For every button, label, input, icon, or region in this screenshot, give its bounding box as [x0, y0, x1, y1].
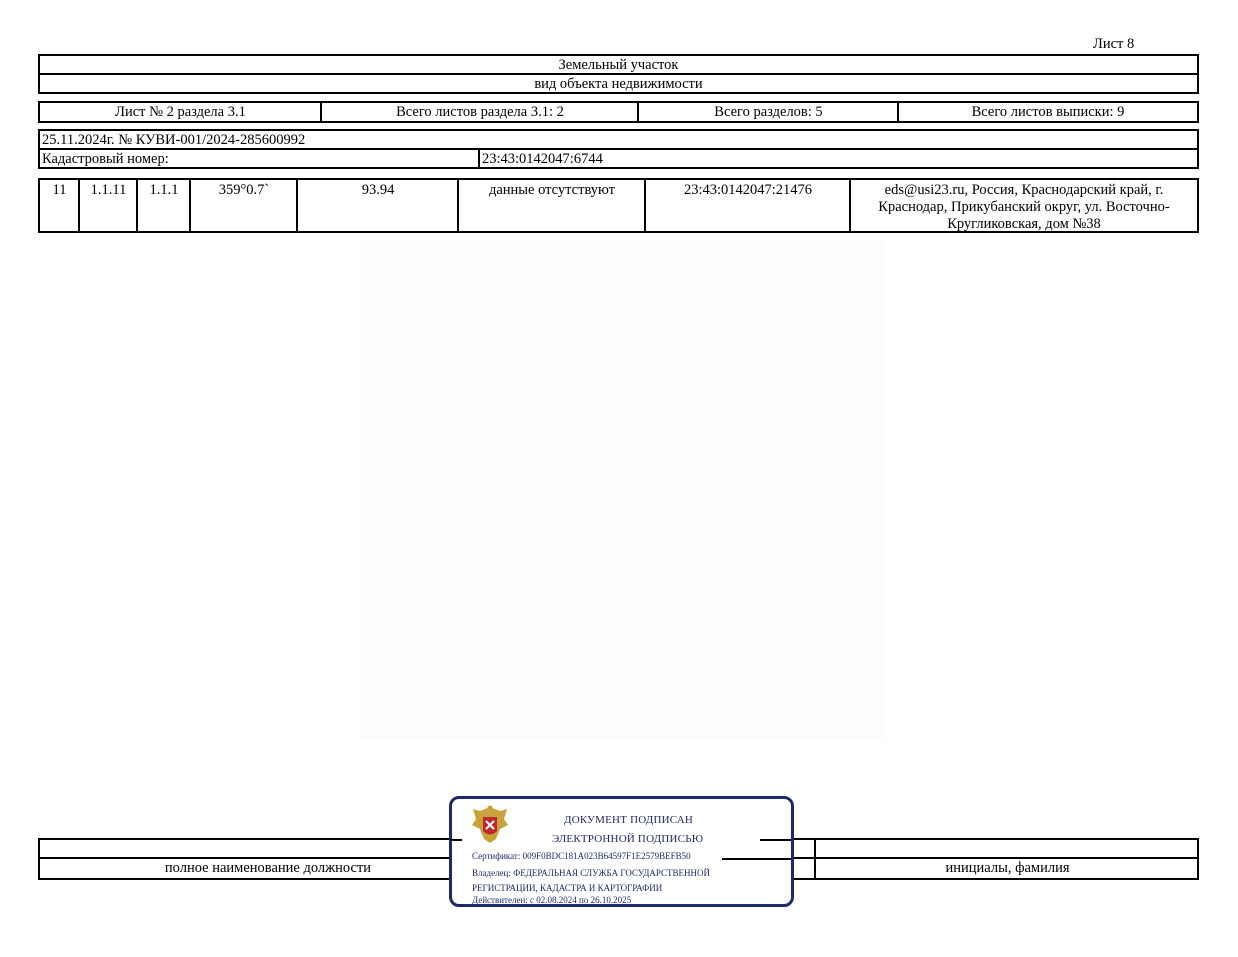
stamp-title-1: ДОКУМЕНТ ПОДПИСАН	[564, 814, 694, 826]
cell-cadastral: 23:43:0142047:21476	[683, 182, 813, 198]
background-watermark	[360, 240, 885, 740]
name-caption: инициалы, фамилия	[945, 860, 1070, 876]
e-signature-stamp	[449, 796, 794, 907]
divider	[760, 839, 791, 841]
sheet-number: Лист 8	[1093, 36, 1135, 52]
stamp-owner-1: Владелец: ФЕДЕРАЛЬНАЯ СЛУЖБА ГОСУДАРСТВЕННОЙ	[472, 868, 711, 878]
position-caption: полное наименование должности	[164, 860, 372, 876]
stamp-certificate: Сертификат: 009F0BDC181A023B64597F1E2579BEFB50	[472, 851, 691, 861]
cell-address: eds@usi23.ru, Россия, Краснодарский край, г. Краснодар, Прикубанский округ, ул. Восточно-Кругликовская, дом №38	[878, 182, 1170, 232]
cadastral-label: Кадастровый номер:	[42, 151, 169, 167]
cell-contour: 1.1.1	[149, 182, 179, 198]
total-sections: Всего разделов: 5	[714, 104, 823, 120]
cell-data-status: данные отсутствуют	[488, 182, 616, 198]
object-type-caption: вид объекта недвижимости	[38, 73, 1199, 94]
divider	[450, 839, 462, 841]
object-type: Земельный участок	[38, 54, 1199, 75]
divider	[722, 858, 791, 860]
extract-number: 25.11.2024г. № КУВИ-001/2024-285600992	[38, 129, 1199, 150]
section-info-row	[38, 101, 1199, 123]
divider	[478, 150, 480, 167]
stamp-owner-2: РЕГИСТРАЦИИ, КАДАСТРА И КАРТОГРАФИИ	[472, 883, 663, 893]
cell-point: 1.1.11	[90, 182, 127, 198]
stamp-valid: Действителен: с 02.08.2024 по 26.10.2025	[472, 895, 632, 905]
table-row	[38, 178, 1199, 233]
total-extract-sheets: Всего листов выписки: 9	[971, 104, 1125, 120]
section-total-sheets: Всего листов раздела 3.1: 2	[396, 104, 564, 120]
section-sheet-label: Лист № 2 раздела 3.1	[115, 104, 246, 120]
cadastral-row	[38, 148, 1199, 169]
coat-of-arms-icon	[470, 803, 510, 845]
cadastral-value: 23:43:0142047:6744	[482, 151, 603, 167]
cell-angle: 359°0.7`	[218, 182, 270, 198]
cell-distance: 93.94	[361, 182, 395, 198]
cell-number: 11	[52, 182, 67, 198]
stamp-title-2: ЭЛЕКТРОННОЙ ПОДПИСЬЮ	[552, 833, 704, 845]
